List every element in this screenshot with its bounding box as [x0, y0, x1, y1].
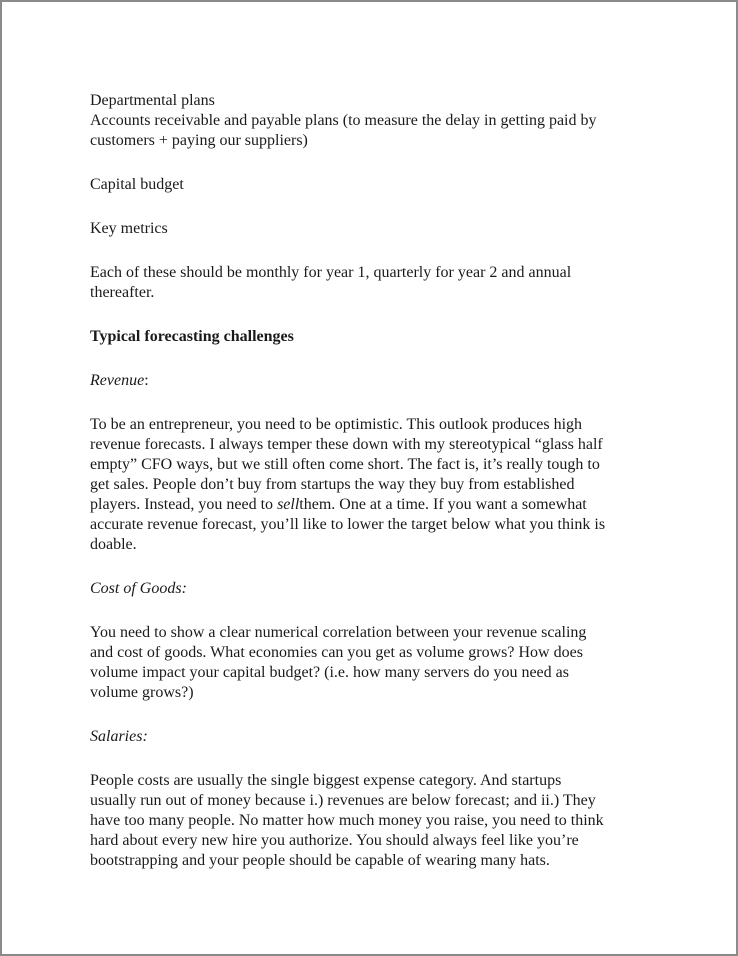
revenue-line-2: revenue forecasts. I always temper these down with my stereotypical “glass half: [90, 436, 603, 453]
departmental-plans-line: Departmental plans: [90, 92, 215, 109]
revenue-line-7: doable.: [90, 536, 137, 553]
frequency-line-2: thereafter.: [90, 284, 155, 301]
revenue-label-text: Revenue: [90, 372, 145, 389]
revenue-label-colon: :: [144, 372, 149, 389]
salaries-label: Salaries:: [90, 728, 148, 745]
capital-budget-line: Capital budget: [90, 176, 184, 193]
section-heading: Typical forecasting challenges: [90, 328, 294, 345]
revenue-line-6: accurate revenue forecast, you’ll like to lower the target below what you think is: [90, 516, 606, 533]
revenue-line-5-end: them. One at a time. If you want a somewhat: [299, 496, 587, 513]
revenue-label: [90, 371, 656, 391]
key-metrics-line: Key metrics: [90, 220, 168, 237]
cogs-line-4: volume grows?): [90, 684, 194, 701]
revenue-line-5-emphasis: sell: [277, 496, 300, 513]
revenue-line-5: [90, 495, 656, 515]
salaries-line-1: People costs are usually the single biggest expense category. And startups: [90, 772, 562, 789]
ar-ap-line-2: customers + paying our suppliers): [90, 132, 308, 149]
ar-ap-line-1: Accounts receivable and payable plans (to measure the delay in getting paid by: [90, 112, 597, 129]
revenue-line-4: get sales. People don’t buy from startups the way they buy from established: [90, 476, 575, 493]
frequency-line-1: Each of these should be monthly for year 1, quarterly for year 2 and annual: [90, 264, 572, 281]
salaries-line-4: hard about every new hire you authorize. You should always feel like you’re: [90, 832, 579, 849]
revenue-line-5-start: players. Instead, you need to: [90, 496, 278, 513]
cogs-label: Cost of Goods:: [90, 580, 187, 597]
cogs-line-2: and cost of goods. What economies can you get as volume grows? How does: [90, 644, 583, 661]
revenue-line-1: To be an entrepreneur, you need to be optimistic. This outlook produces high: [90, 416, 583, 433]
revenue-line-3: empty” CFO ways, but we still often come short. The fact is, it’s really tough to: [90, 456, 600, 473]
salaries-line-2: usually run out of money because i.) revenues are below forecast; and ii.) They: [90, 792, 596, 809]
document-body: [90, 91, 656, 871]
cogs-line-3: volume impact your capital budget? (i.e. how many servers do you need as: [90, 664, 569, 681]
salaries-line-5: bootstrapping and your people should be capable of wearing many hats.: [90, 852, 550, 869]
salaries-line-3: have too many people. No matter how much money you raise, you need to think: [90, 812, 604, 829]
cogs-line-1: You need to show a clear numerical correlation between your revenue scaling: [90, 624, 587, 641]
